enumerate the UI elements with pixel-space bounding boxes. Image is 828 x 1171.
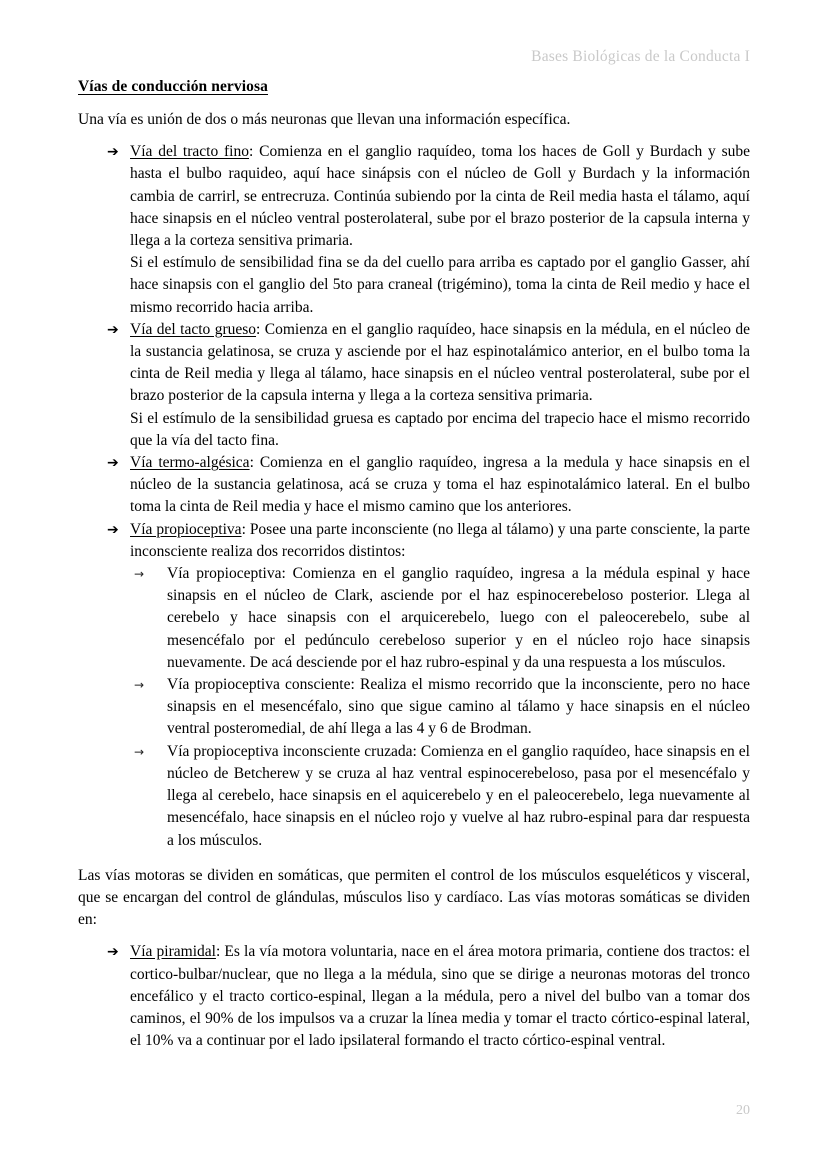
intro-paragraph: Una vía es unión de dos o más neuronas que llevan una información específica. — [78, 111, 571, 128]
pathway-term: Vía del tacto grueso — [130, 320, 257, 338]
list-item — [78, 452, 750, 519]
arrow-bullet-icon: ➔ — [107, 144, 119, 161]
proprioceptive-subitems-list — [130, 563, 750, 852]
sensory-pathways-list — [78, 141, 750, 852]
motor-intro-paragraph: Las vías motoras se dividen en somáticas, que permiten el control de los músculos esqueléticos y visceral, que se encargan del control de glándulas, músculos liso y cardíaco. Las vías motoras somáticas se dividen en: — [78, 866, 750, 929]
list-item — [78, 319, 750, 452]
list-item — [130, 674, 750, 741]
list-item — [78, 941, 750, 1052]
pathway-extra: Si el estímulo de sensibilidad fina se da del cuello para arriba es captado por el ganglio Gasser, ahí hace sinapsis con el ganglio del 5to para craneal (trigémino), toma la cinta de Reil medio y hace el mismo recorrido hacia arriba. — [130, 254, 750, 316]
subitem-text: Vía propioceptiva inconsciente cruzada: Comienza en el ganglio raquídeo, hace sinapsis en el núcleo de Betcherew y se cruza al haz ventral espinocerebeloso, pasa por el mesencéfalo y llega al cerebelo, hace sinapsis en el aquicerebelo y en el paleocerebelo, lega nuevamente al mesencéfalo, hace sinapsis en el núcleo rojo y vuelve al haz rubro-espinal para dar respuesta a los músculos. — [167, 742, 750, 849]
motor-pathways-list — [78, 941, 750, 1052]
page-title: Vías de conducción nerviosa — [78, 78, 269, 95]
small-arrow-bullet-icon: → — [134, 744, 145, 759]
pathway-term: Vía piramidal — [130, 943, 216, 961]
arrow-bullet-icon: ➔ — [107, 944, 119, 961]
list-item — [78, 141, 750, 319]
pathway-text: : Comienza en el ganglio raquídeo, ingresa a la medula y hace sinapsis en el núcleo de la sustancia gelatinosa, acá se cruza y toma el haz espinotalámico lateral. En el bulbo toma la cinta de Reil media y hace el mismo camino que los anteriores. — [130, 454, 751, 516]
pathway-term: Vía del tracto fino — [130, 143, 249, 161]
pathway-text: : Comienza en el ganglio raquídeo, hace sinapsis en la médula, en el núcleo de la sustancia gelatinosa, se cruza y asciende por el haz espinotalámico anterior, en el bulbo toma la cinta de Reil media y llega al tálamo, hace sinapsis en el núcleo ventral posterolateral, sube por el brazo posterior de la capsula interna y llega a la corteza sensitiva primaria. — [130, 320, 751, 405]
pathway-extra: Si el estímulo de la sensibilidad gruesa es captado por encima del trapecio hace el mismo recorrido que la vía del tacto fina. — [130, 409, 750, 449]
list-item — [130, 741, 750, 852]
pathway-term: Vía propioceptiva — [130, 520, 242, 538]
list-item — [130, 563, 750, 674]
small-arrow-bullet-icon: → — [134, 567, 145, 582]
running-header: Bases Biológicas de la Conducta I — [531, 48, 750, 65]
pathway-text: : Es la vía motora voluntaria, nace en el área motora primaria, contiene dos tractos: el cortico-bulbar/nuclear, que no llega a la médula, sino que se dirige a neuronas motoras del tronco encefálico y el tracto cortico-espinal, llegan a la médula, pero a nivel del bulbo van a tomar dos caminos, el 90% de los impulsos va a cruzar la línea media y tomar el tracto córtico-espinal lateral, el 10% va a continuar por el lado ipsilateral formando el tracto córtico-espinal ventral. — [130, 943, 750, 1050]
subitem-text: Vía propioceptiva consciente: Realiza el mismo recorrido que la inconsciente, pero no hace sinapsis en el mesencéfalo, sino que sigue camino al tálamo y hace sinapsis en el núcleo ventral posteromedial, de ahí llega a las 4 y 6 de Brodman. — [167, 676, 750, 738]
document-content — [78, 78, 750, 1052]
arrow-bullet-icon: ➔ — [107, 321, 119, 338]
arrow-bullet-icon: ➔ — [107, 521, 119, 538]
subitem-text: Vía propioceptiva: Comienza en el ganglio raquídeo, ingresa a la médula espinal y hace sinapsis en el núcleo de Clark, asciende por el haz espinocerebeloso posterior. Llega al cerebelo y hace sinapsis con el arquicerebelo, luego con el paleocerebelo, sube al mesencéfalo por el pedúnculo cerebeloso superior y en el núcleo rojo hace sinapsis nuevamente. De acá desciende por el haz rubro-espinal y da una respuesta a los músculos. — [167, 565, 750, 671]
pathway-term: Vía termo-algésica — [130, 454, 250, 472]
page-number: 20 — [736, 1103, 750, 1118]
list-item — [78, 519, 750, 852]
small-arrow-bullet-icon: → — [134, 678, 145, 693]
pathway-text: : Comienza en el ganglio raquídeo, toma los haces de Goll y Burdach y sube hasta el bulbo raquideo, aquí hace sinápsis con el núcleo de Goll y Burdach y la información cambia de carrirl, se entrecruza. Continúa subiendo por la cinta de Reil media hasta el tálamo, aquí hace sinapsis en el núcleo ventral posterolateral, sube por el brazo posterior de la capsula interna y llega a la corteza sensitiva primaria. — [130, 143, 750, 250]
pathway-text: : Posee una parte inconsciente (no llega al tálamo) y una parte consciente, la parte inconsciente realiza dos recorridos distintos: — [130, 520, 750, 560]
arrow-bullet-icon: ➔ — [107, 455, 119, 472]
